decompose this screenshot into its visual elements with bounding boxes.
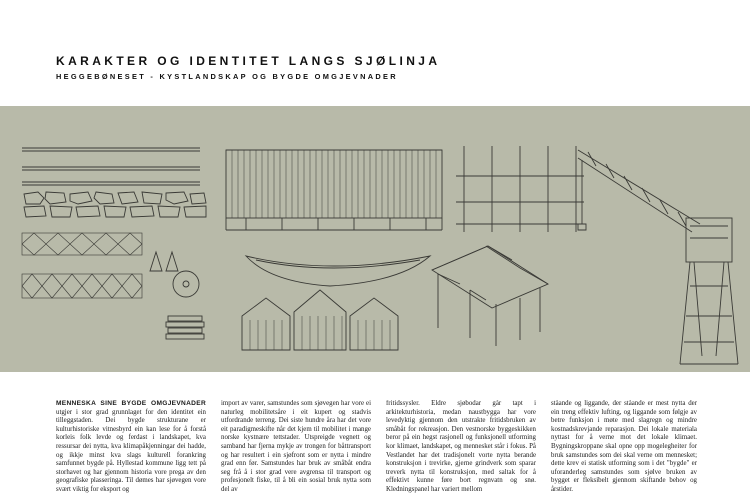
text-column-4-content: ståande og liggande, der ståande er mest nytta der ein treng effektiv lufting, og liggande som følgje av betre funksjon i møte med slagregn og mindre kostnadskrevjande reparasjon. Dei lokale materiala nyttast for å verne mot det lokale klimaet. Bygningskroppane skal opne opp mogelegheiter for bruk samstundes som dei skal verne om mennesket; dette krev ei statisk utforming som i det "bygde" er uforanderleg samstundes som sjølve bruken av bygget er fleksibelt gjennom skiftande behov og årstider.	[551, 400, 697, 493]
harbour-crane-illustration	[578, 150, 738, 364]
fence-rails-illustration	[22, 148, 200, 185]
text-column-1-content: utgjer i stor grad grunnlaget for den identitet ein tilleggstaden. Dei bygde strukturane er kulturhistoriske vitnesbyrd ein kan lese for å forstå korleis folk levde og ferdast i landskapet, kva ressursar dei nytta, kva klimapåkjenningar dei hadde, og ikkje minst kva slags kulturell forankring samfunnet bygde på. Hyllestad kommune ligg tett på storhavet og har gjennom historia vore prega av den geografiske plasseringa. Til dømes har sjøvegen vore svært viktig for eksport og	[56, 408, 206, 493]
body-text	[56, 400, 736, 504]
rowing-boat-illustration	[246, 256, 430, 286]
text-column-2	[221, 400, 371, 504]
timber-frame-shed-illustration	[432, 246, 548, 346]
stacked-stones-illustration	[166, 316, 204, 339]
text-column-1	[56, 400, 206, 504]
page-title: KARAKTER OG IDENTITET LANGS SJØLINJA	[56, 54, 441, 68]
text-column-3-content: fritidssysler. Eldre sjøbodar går tapt i arkitekturhistoria, medan naustbygga har vore levedyktig gjennom den utstrakte fritidsbruken av småbåt for rekreasjon. Den vestnorske byggeskikken beror på ein hegst rasjonell og funksjonell utforming kor klimaet, landskapet, og mennesket står i fokus. På Vestlandet har det tradisjonelt vorte nytta berande konstruksjon i trevirke, gjerne grindverk som sparar treverk nytta til konstruksjon, med saltak for å effektivt kunne føre bort regnvatn og snø. Kledningspanel har variert mellom	[386, 400, 536, 493]
illustration-band	[0, 106, 750, 372]
illustration-svg	[0, 106, 750, 372]
grindstone-illustration	[173, 271, 199, 297]
text-column-3	[386, 400, 536, 504]
wooden-boathouse-illustration	[226, 150, 442, 230]
pile-structure-illustration	[456, 146, 584, 232]
three-boathouses-illustration	[242, 290, 398, 350]
lead-heading: MENNESKA SINE BYGDE OMGJEVNADER	[56, 400, 206, 407]
text-column-2-content: import av varer, samstundes som sjøvegen har vore ei naturleg mobilitetsåre i eit kupert og stadvis utfordrande terreng. Dei siste hundre åra har det vore eit paradigmeskifte når det kjem til mobilitet i mange norske kystnære tettstader. Utspreigde vegnett og samband har fjerna mykje av trongen for båttransport og har resultert i ein sjøfront som er nytta i mindre grad enn før. Samstundes har bruk av småbåt endra seg frå å i stor grad vere avgrensa til transport og profesjonelt fiske, til å bli ein sosial bruk nytta som del av	[221, 400, 371, 493]
weave-pattern-illustration	[22, 233, 142, 298]
stone-wall-illustration	[24, 192, 206, 217]
cone-illustration	[150, 252, 178, 271]
page-subtitle: HEGGEBØNESET - KYSTLANDSKAP OG BYGDE OMGJEVNADER	[56, 72, 398, 81]
text-column-4	[551, 400, 697, 504]
